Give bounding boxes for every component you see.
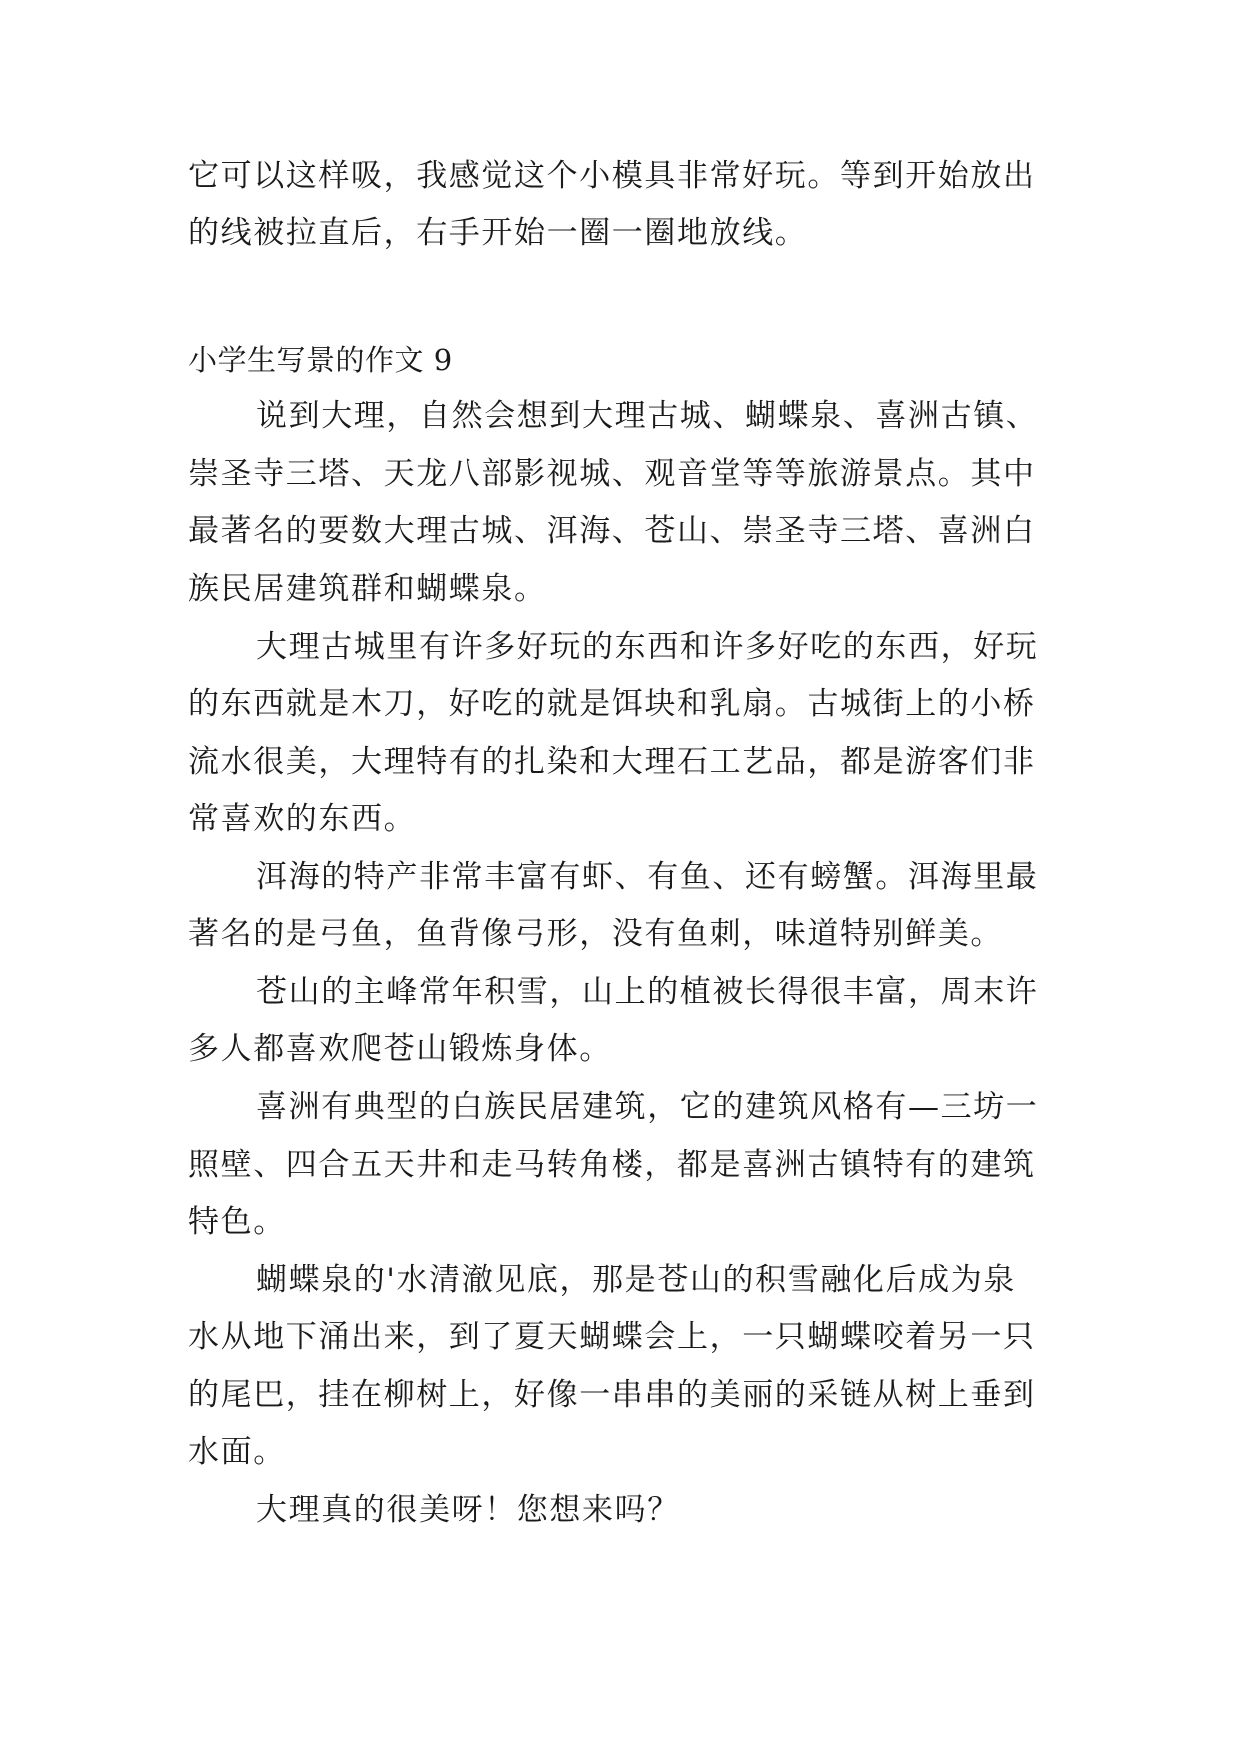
text-line: 流水很美，大理特有的扎染和大理石工艺品，都是游客们非 [188, 744, 1036, 780]
text-line: 的东西就是木刀，好吃的就是饵块和乳扇。古城街上的小桥 [188, 686, 1036, 722]
text-line: 特色。 [188, 1204, 286, 1240]
paragraph-start: 大理真的很美呀！您想来吗？ [256, 1492, 680, 1528]
text-line: 常喜欢的东西。 [188, 801, 417, 837]
text-line: 水从地下涌出来，到了夏天蝴蝶会上，一只蝴蝶咬着另一只 [188, 1319, 1036, 1355]
paragraph-start: 蝴蝶泉的'水清澈见底，那是苍山的积雪融化后成为泉 [256, 1262, 1016, 1298]
text-line: 著名的是弓鱼，鱼背像弓形，没有鱼刺，味道特别鲜美。 [188, 916, 1003, 952]
text-line: 最著名的要数大理古城、洱海、苍山、崇圣寺三塔、喜洲白 [188, 513, 1036, 549]
text-line: 多人都喜欢爬苍山锻炼身体。 [188, 1031, 612, 1067]
text-line: 族民居建筑群和蝴蝶泉。 [188, 571, 547, 607]
text-line: 的线被拉直后，右手开始一圈一圈地放线。 [188, 215, 808, 251]
text-line: 崇圣寺三塔、天龙八部影视城、观音堂等等旅游景点。其中 [188, 456, 1036, 492]
paragraph-start: 洱海的特产非常丰富有虾、有鱼、还有螃蟹。洱海里最 [256, 859, 1039, 895]
paragraph-start: 喜洲有典型的白族民居建筑，它的建筑风格有—三坊一 [256, 1089, 1039, 1125]
text-line: 水面。 [188, 1434, 286, 1470]
paragraph-start: 苍山的主峰常年积雪，山上的植被长得很丰富，周末许 [256, 974, 1039, 1010]
text-line: 照壁、四合五天井和走马转角楼，都是喜洲古镇特有的建筑 [188, 1147, 1036, 1183]
text-line: 它可以这样吸，我感觉这个小模具非常好玩。等到开始放出 [188, 158, 1036, 194]
paragraph-start: 说到大理，自然会想到大理古城、蝴蝶泉、喜洲古镇、 [256, 398, 1039, 434]
essay-heading: 小学生写景的作文 9 [188, 343, 453, 377]
text-line: 的尾巴，挂在柳树上，好像一串串的美丽的采链从树上垂到 [188, 1377, 1036, 1413]
paragraph-start: 大理古城里有许多好玩的东西和许多好吃的东西，好玩 [256, 629, 1039, 665]
